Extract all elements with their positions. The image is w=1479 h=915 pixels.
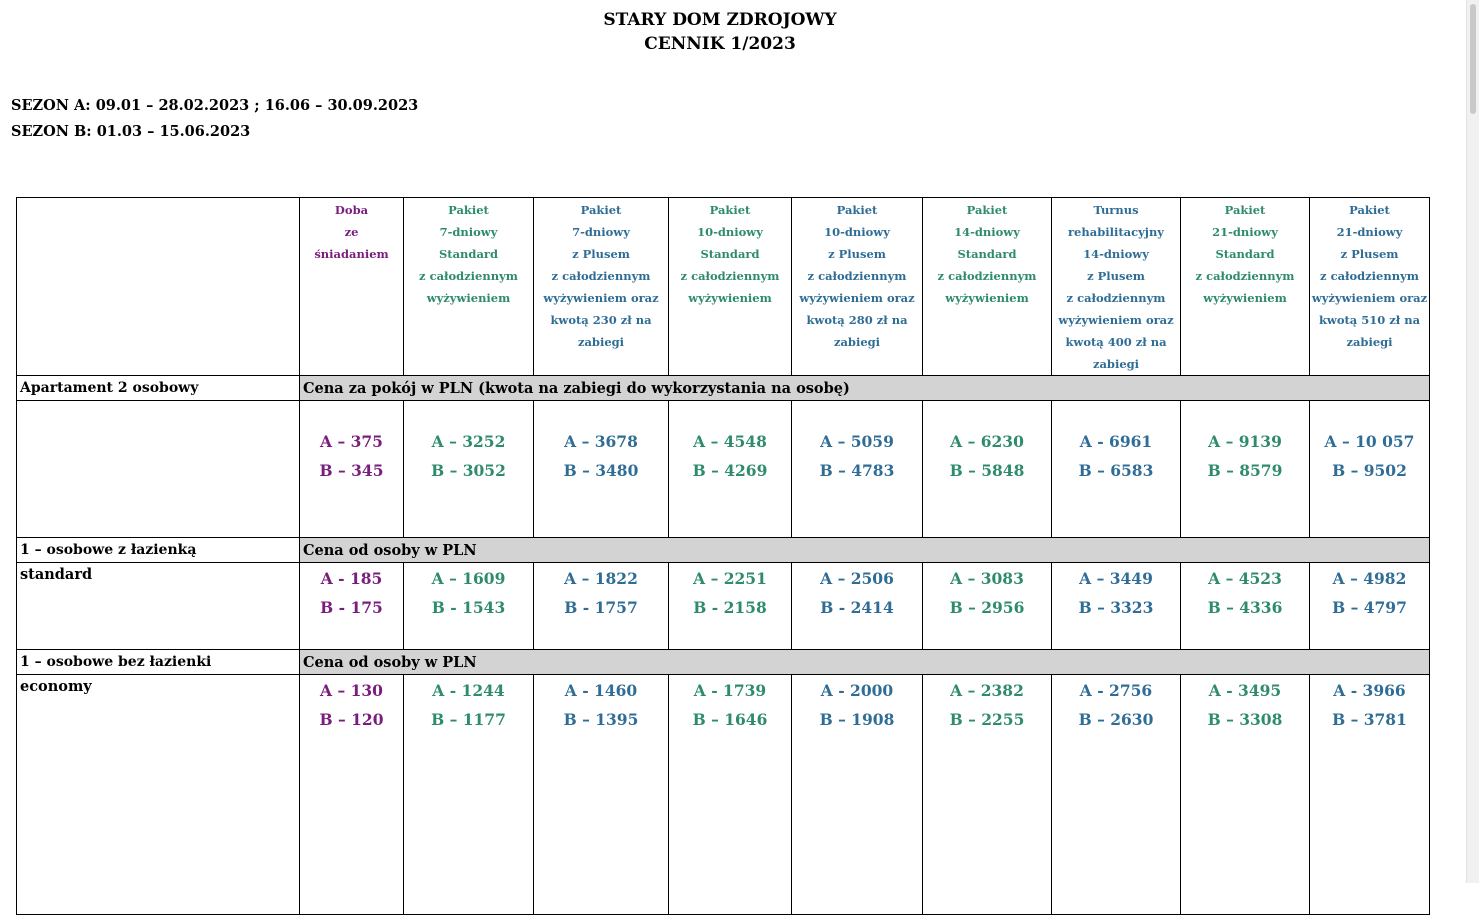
price-cell bbox=[1310, 675, 1430, 915]
price-row-apt bbox=[17, 401, 1430, 538]
price-cell bbox=[404, 563, 534, 650]
column-header-line: Pakiet bbox=[709, 203, 751, 217]
column-header-6 bbox=[923, 198, 1052, 376]
price-season-a: A – 10 057 bbox=[1324, 432, 1415, 451]
column-header-line: zabiegi bbox=[1092, 357, 1140, 371]
section-header-row bbox=[17, 376, 1430, 401]
column-header-line: 10-dniowy bbox=[824, 225, 890, 239]
price-season-a: A – 5059 bbox=[820, 432, 894, 451]
column-header-line: Pakiet bbox=[966, 203, 1008, 217]
section-header-row bbox=[17, 650, 1430, 675]
price-cell bbox=[669, 563, 792, 650]
price-season-a: A – 2382 bbox=[950, 681, 1024, 700]
room-type-label: economy bbox=[17, 675, 300, 915]
column-header-line: Pakiet bbox=[580, 203, 622, 217]
column-header-line: z Plusem bbox=[828, 247, 886, 261]
price-season-b: B – 2630 bbox=[1078, 709, 1154, 729]
column-header-5 bbox=[792, 198, 923, 376]
price-cell bbox=[404, 675, 534, 915]
price-cell bbox=[404, 401, 534, 538]
column-header-line: 14-dniowy bbox=[954, 225, 1020, 239]
price-season-b: B – 120 bbox=[319, 709, 384, 729]
price-season-a: A – 2506 bbox=[820, 569, 894, 588]
price-season-b: B – 1908 bbox=[819, 709, 895, 729]
price-cell bbox=[534, 401, 669, 538]
vertical-scrollbar[interactable] bbox=[1466, 0, 1479, 883]
column-header-line: z całodziennym bbox=[419, 269, 518, 283]
price-cell bbox=[792, 563, 923, 650]
price-season-b: B – 2255 bbox=[949, 709, 1025, 729]
column-header-9 bbox=[1310, 198, 1430, 376]
column-header-line: Standard bbox=[438, 247, 499, 261]
price-row-std bbox=[17, 563, 1430, 650]
price-season-b: B – 5848 bbox=[949, 460, 1025, 480]
price-season-b: B – 1395 bbox=[563, 709, 639, 729]
price-season-a: A - 1739 bbox=[693, 681, 767, 700]
price-season-a: A – 2251 bbox=[693, 569, 767, 588]
column-header-line: Pakiet bbox=[836, 203, 878, 217]
price-season-b: B – 3781 bbox=[1332, 709, 1407, 729]
column-header-line: wyżywieniem oraz bbox=[543, 291, 659, 305]
price-season-b: B – 9502 bbox=[1332, 460, 1407, 480]
price-season-b: B – 3308 bbox=[1207, 709, 1283, 729]
scrollbar-thumb[interactable] bbox=[1470, 4, 1476, 114]
column-header-line: wyżywieniem oraz bbox=[1058, 313, 1174, 327]
column-header-line: z całodziennym bbox=[937, 269, 1037, 283]
price-cell bbox=[923, 675, 1052, 915]
column-header-line: śniadaniem bbox=[314, 247, 389, 261]
price-season-a: A – 375 bbox=[320, 432, 383, 451]
room-type-label bbox=[17, 401, 300, 538]
price-cell bbox=[1052, 675, 1181, 915]
price-cell bbox=[1181, 563, 1310, 650]
column-header-line: Pakiet bbox=[448, 203, 489, 217]
column-header-line: 14-dniowy bbox=[1083, 247, 1149, 261]
section-header-row bbox=[17, 538, 1430, 563]
room-type-label: standard bbox=[17, 563, 300, 650]
column-header-8 bbox=[1181, 198, 1310, 376]
price-season-a: A – 4982 bbox=[1332, 569, 1407, 588]
price-season-b: B – 4797 bbox=[1332, 597, 1407, 617]
price-season-a: A – 1822 bbox=[564, 569, 638, 588]
price-cell bbox=[792, 401, 923, 538]
price-row-eco bbox=[17, 675, 1430, 915]
column-header-1 bbox=[300, 198, 404, 376]
section-label-eco: 1 – osobowe bez łazienki bbox=[17, 650, 300, 675]
section-title-std: Cena od osoby w PLN bbox=[300, 538, 1430, 563]
season-a-dates: SEZON A: 09.01 – 28.02.2023 ; 16.06 – 30.09.2023 bbox=[11, 97, 419, 114]
price-season-b: B – 2956 bbox=[949, 597, 1025, 617]
column-header-line: Standard bbox=[700, 247, 760, 261]
column-header-line: z całodziennym bbox=[1320, 269, 1419, 283]
price-season-b: B – 3323 bbox=[1078, 597, 1154, 617]
column-header-line: ze bbox=[344, 225, 359, 239]
price-season-a: A – 4548 bbox=[693, 432, 767, 451]
section-title-apt: Cena za pokój w PLN (kwota na zabiegi do wykorzystania na osobę) bbox=[300, 376, 1430, 401]
price-season-b: B – 4783 bbox=[819, 460, 895, 480]
price-cell bbox=[534, 675, 669, 915]
column-header-line: z całodziennym bbox=[680, 269, 780, 283]
column-header-7 bbox=[1052, 198, 1181, 376]
price-season-b: B – 3480 bbox=[563, 460, 639, 480]
document-subtitle: CENNIK 1/2023 bbox=[644, 34, 796, 54]
price-season-b: B – 6583 bbox=[1078, 460, 1154, 480]
column-header-line: 10-dniowy bbox=[697, 225, 763, 239]
section-label-apt: Apartament 2 osobowy bbox=[17, 376, 300, 401]
section-title-eco: Cena od osoby w PLN bbox=[300, 650, 1430, 675]
column-header-line: wyżywieniem bbox=[1203, 291, 1287, 305]
price-season-a: A - 6961 bbox=[1079, 432, 1153, 451]
price-season-a: A – 4523 bbox=[1208, 569, 1282, 588]
column-header-line: Turnus bbox=[1093, 203, 1139, 217]
price-season-b: B – 1177 bbox=[431, 709, 506, 729]
price-season-a: A - 3966 bbox=[1333, 681, 1406, 700]
price-season-a: A - 1460 bbox=[564, 681, 638, 700]
price-season-a: A – 3449 bbox=[1079, 569, 1153, 588]
column-header-line: zabiegi bbox=[577, 335, 625, 349]
price-cell bbox=[1181, 675, 1310, 915]
price-cell bbox=[1052, 401, 1181, 538]
column-header-line: 21-dniowy bbox=[1212, 225, 1278, 239]
column-header-line: 7-dniowy bbox=[439, 225, 498, 239]
price-cell bbox=[923, 563, 1052, 650]
price-season-a: A – 6230 bbox=[950, 432, 1024, 451]
price-cell bbox=[300, 401, 404, 538]
header-row bbox=[17, 198, 1430, 376]
price-season-b: B - 175 bbox=[320, 597, 383, 617]
column-header-line: Standard bbox=[957, 247, 1017, 261]
price-cell bbox=[669, 675, 792, 915]
price-season-a: A – 3678 bbox=[564, 432, 638, 451]
price-cell bbox=[792, 675, 923, 915]
price-cell bbox=[300, 675, 404, 915]
price-season-a: A – 130 bbox=[320, 681, 383, 700]
price-cell bbox=[1310, 401, 1430, 538]
column-header-line: zabiegi bbox=[833, 335, 881, 349]
price-cell bbox=[669, 401, 792, 538]
column-header-line: wyżywieniem bbox=[688, 291, 772, 305]
column-header-line: 21-dniowy bbox=[1336, 225, 1403, 239]
document-title: STARY DOM ZDROJOWY bbox=[603, 10, 837, 30]
column-header-line: z całodziennym bbox=[551, 269, 651, 283]
column-header-line: 7-dniowy bbox=[572, 225, 630, 239]
price-cell bbox=[1181, 401, 1310, 538]
column-header-line: wyżywieniem oraz bbox=[799, 291, 915, 305]
column-header-line: Doba bbox=[334, 203, 369, 217]
price-cell bbox=[300, 563, 404, 650]
price-season-a: A – 3252 bbox=[431, 432, 506, 451]
column-header-line: z Plusem bbox=[1087, 269, 1145, 283]
price-season-a: A – 3083 bbox=[950, 569, 1024, 588]
price-cell bbox=[923, 401, 1052, 538]
price-season-a: A - 3495 bbox=[1208, 681, 1282, 700]
column-header-line: kwotą 280 zł na bbox=[806, 313, 908, 327]
season-b-dates: SEZON B: 01.03 – 15.06.2023 bbox=[11, 123, 251, 140]
column-header-line: z Plusem bbox=[1340, 247, 1399, 261]
price-season-a: A – 9139 bbox=[1208, 432, 1282, 451]
header-corner-cell bbox=[17, 198, 300, 376]
column-header-2 bbox=[404, 198, 534, 376]
price-season-b: B – 4269 bbox=[692, 460, 768, 480]
column-header-line: wyżywieniem bbox=[945, 291, 1029, 305]
column-header-line: kwotą 510 zł na bbox=[1318, 313, 1421, 327]
column-header-line: Pakiet bbox=[1224, 203, 1266, 217]
column-header-line: zabiegi bbox=[1346, 335, 1393, 349]
price-season-b: B – 3052 bbox=[431, 460, 506, 480]
price-season-a: A - 185 bbox=[320, 569, 383, 588]
price-season-b: B – 4336 bbox=[1207, 597, 1283, 617]
price-season-b: B – 8579 bbox=[1207, 460, 1283, 480]
price-season-b: B - 2158 bbox=[693, 597, 767, 617]
price-season-a: A - 1244 bbox=[432, 681, 505, 700]
column-header-line: z całodziennym bbox=[807, 269, 907, 283]
column-header-line: wyżywieniem oraz bbox=[1311, 291, 1428, 305]
column-header-line: z Plusem bbox=[572, 247, 630, 261]
price-season-b: B – 345 bbox=[319, 460, 384, 480]
price-season-b: B - 1757 bbox=[564, 597, 638, 617]
price-season-b: B – 1646 bbox=[692, 709, 768, 729]
column-header-line: Pakiet bbox=[1349, 203, 1390, 217]
price-cell bbox=[1052, 563, 1181, 650]
price-table bbox=[16, 197, 1430, 915]
column-header-line: rehabilitacyjny bbox=[1068, 225, 1164, 239]
column-header-4 bbox=[669, 198, 792, 376]
column-header-line: wyżywieniem bbox=[426, 291, 511, 305]
price-cell bbox=[534, 563, 669, 650]
column-header-line: kwotą 230 zł na bbox=[550, 313, 652, 327]
price-season-a: A - 2000 bbox=[820, 681, 894, 700]
column-header-line: Standard bbox=[1215, 247, 1275, 261]
price-season-b: B - 1543 bbox=[431, 597, 506, 617]
price-season-a: A – 1609 bbox=[431, 569, 506, 588]
price-season-a: A - 2756 bbox=[1079, 681, 1153, 700]
price-season-b: B - 2414 bbox=[820, 597, 894, 617]
column-header-3 bbox=[534, 198, 669, 376]
price-cell bbox=[1310, 563, 1430, 650]
column-header-line: z całodziennym bbox=[1066, 291, 1166, 305]
column-header-line: z całodziennym bbox=[1195, 269, 1295, 283]
column-header-line: kwotą 400 zł na bbox=[1065, 335, 1167, 349]
section-label-std: 1 – osobowe z łazienką bbox=[17, 538, 300, 563]
